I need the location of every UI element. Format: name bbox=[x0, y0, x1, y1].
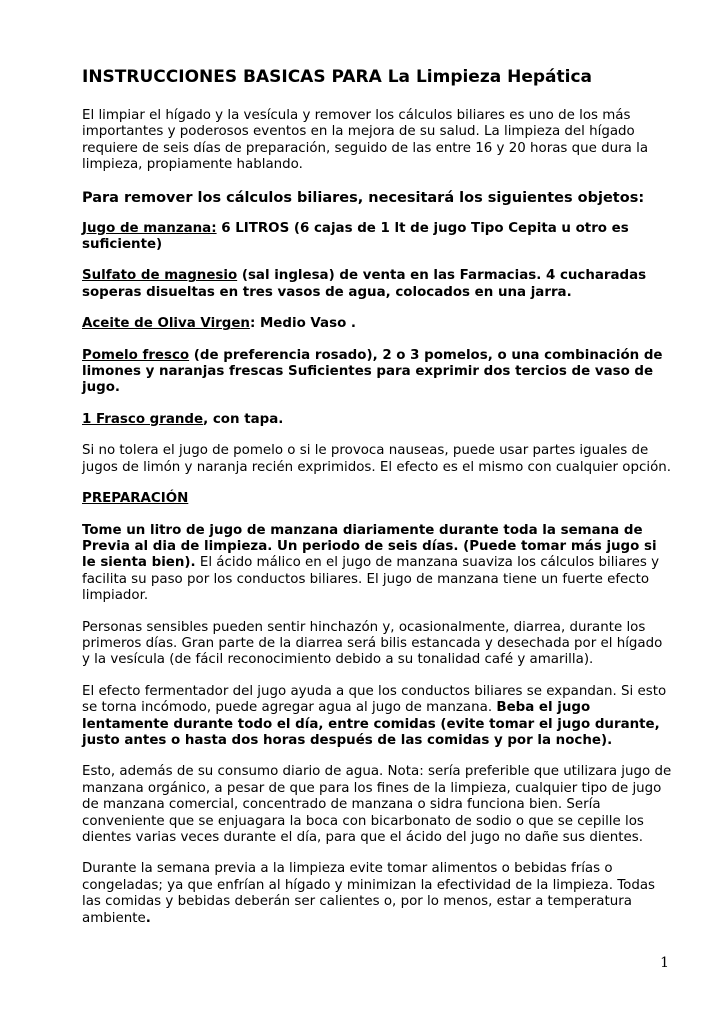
prep-paragraph-1 bbox=[82, 523, 672, 605]
prep-paragraph-3 bbox=[82, 684, 672, 750]
item-grapefruit bbox=[82, 348, 672, 397]
prep-end-mark: . bbox=[145, 910, 151, 926]
prep-bold-text: Beba el jugo lentamente durante todo el día, entre comidas (evite tomar el jugo durante, justo antes o hasta dos horas después de las comidas y por la noche). bbox=[82, 700, 660, 748]
item-label: Pomelo fresco bbox=[82, 347, 190, 363]
item-olive-oil bbox=[82, 316, 672, 332]
document-page bbox=[82, 66, 672, 942]
item-apple-juice bbox=[82, 221, 672, 254]
prep-text: Durante la semana previa a la limpieza evite tomar alimentos o bebidas frías o congeladas; ya que enfrían al hígado y minimizan la efectividad de la limpieza. Todas las comidas y bebidas deberán ser calientes o, por lo menos, estar a temperatura ambiente bbox=[82, 861, 656, 926]
prep-paragraph-5 bbox=[82, 861, 672, 927]
prep-text: El efecto fermentador del jugo ayuda a que los conductos biliares se expandan. Si esto se torna incómodo, puede agregar agua al jugo de manzana. bbox=[82, 683, 667, 716]
prep-text: El ácido málico en el jugo de manzana suaviza los cálculos biliares y facilita su paso por los conductos biliares. El jugo de manzana tiene un fuerte efecto limpiador. bbox=[82, 555, 660, 604]
item-text: 6 LITROS (6 cajas de 1 lt de jugo Tipo Cepita u otro es suficiente) bbox=[82, 220, 629, 253]
document-title: INSTRUCCIONES BASICAS PARA La Limpieza Hepática bbox=[82, 67, 593, 87]
section-heading: Para remover los cálculos biliares, necesitará los siguientes objetos: bbox=[82, 189, 645, 206]
preparation-heading: PREPARACIÓN bbox=[82, 491, 189, 507]
item-label: Aceite de Oliva Virgen bbox=[82, 316, 250, 332]
item-text: (sal inglesa) de venta en las Farmacias. 4 cucharadas soperas disueltas en tres vasos de agua, colocados en una jarra. bbox=[82, 268, 647, 300]
prep-paragraph-4: Esto, además de su consumo diario de agua. Nota: sería preferible que utilizara jugo de manzana orgánico, a pesar de que para los fines de la limpieza, cualquier tipo de jugo de manzana comercial, concentrado de manzana o sidra funciona bien. Sería conveniente que se enjuagara la boca con bicarbonato de sodio o que se cepille los dientes varias veces durante el día, para que el ácido del jugo no dañe sus dientes. bbox=[82, 764, 672, 845]
item-text: : Medio Vaso . bbox=[249, 316, 357, 332]
page-number: 1 bbox=[660, 955, 669, 971]
prep-paragraph-2: Personas sensibles pueden sentir hinchazón y, ocasionalmente, diarrea, durante los primeros días. Gran parte de la diarrea será bilis estancada y desechada por el hígado y la vesícula (de fácil reconocimiento debido a su tonalidad café y amarilla). bbox=[82, 619, 663, 668]
item-label: Sulfato de magnesio bbox=[82, 268, 238, 284]
intro-paragraph: El limpiar el hígado y la vesícula y remover los cálculos biliares es uno de los más importantes y poderosos eventos en la mejora de su salud. La limpieza del hígado requiere de seis días de preparación, seguido de las entre 16 y 20 horas que dura la limpieza, propiamente hablando. bbox=[82, 108, 649, 173]
item-text: , con tapa. bbox=[203, 411, 284, 427]
item-label: Jugo de manzana: bbox=[82, 220, 217, 236]
item-jar bbox=[82, 412, 672, 428]
item-label: 1 Frasco grande bbox=[82, 411, 204, 427]
prep-bold-text: Tome un litro de jugo de manzana diariamente durante toda la semana de Previa al dia de limpieza. Un periodo de seis días. (Puede tomar más jugo si le sienta bien). bbox=[82, 522, 657, 571]
alternative-note: Si no tolera el jugo de pomelo o si le provoca nauseas, puede usar partes iguales de jugos de limón y naranja recién exprimidos. El efecto es el mismo con cualquier opción. bbox=[82, 443, 672, 475]
item-text: (de preferencia rosado), 2 o 3 pomelos, o una combinación de limones y naranjas frescas Suficientes para exprimir dos tercios de vaso de jugo. bbox=[82, 347, 663, 396]
item-magnesium-sulfate bbox=[82, 268, 672, 301]
